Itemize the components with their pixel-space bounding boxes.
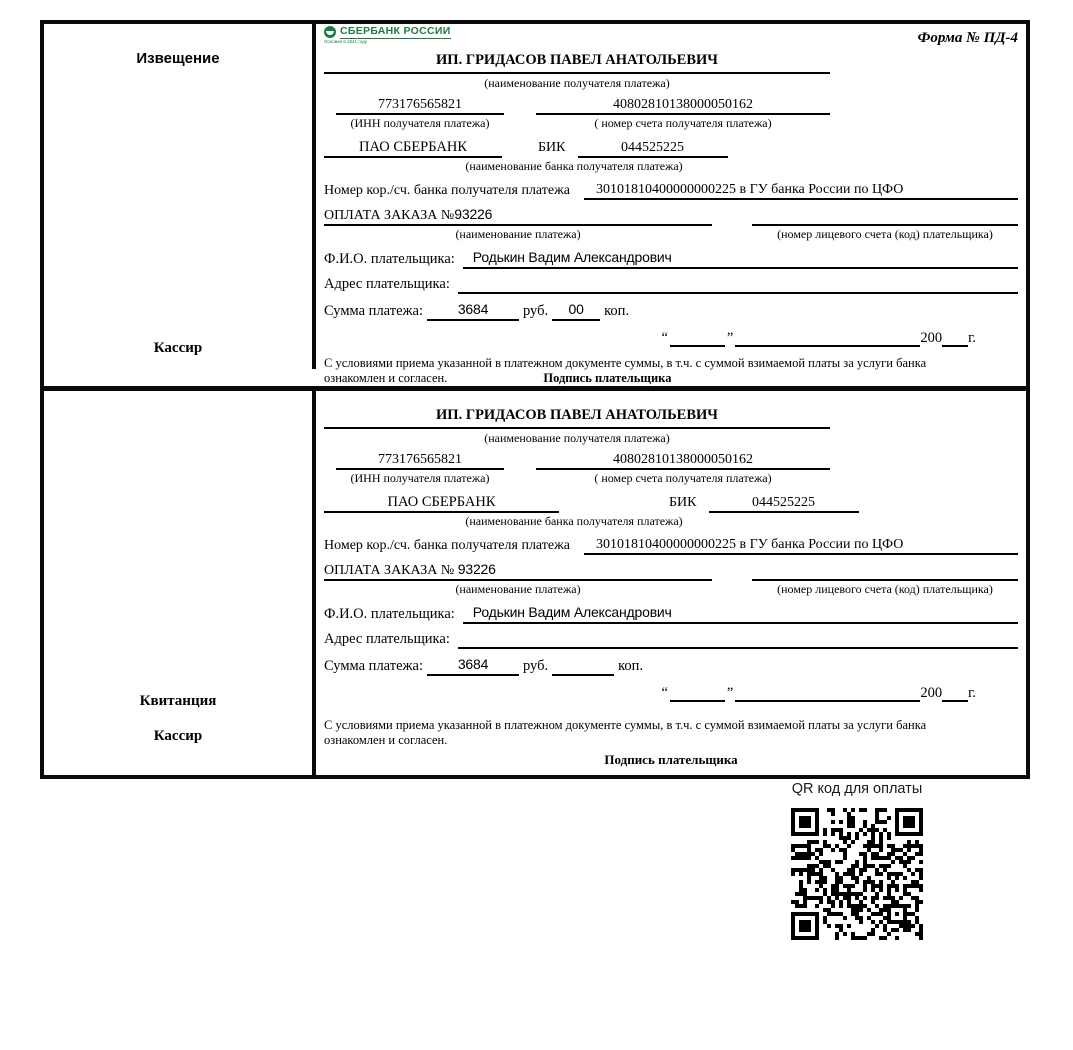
recipient-block [324,52,830,91]
payment-purpose-value [324,561,712,581]
recipient-name: ИП. ГРИДАСОВ ПАВЕЛ АНАТОЛЬЕВИЧ [324,407,830,429]
inn-account-labels [324,116,1018,131]
payer-name-value: Родькин Вадим Александрович [463,602,1018,624]
amount-kop-value [552,674,614,676]
inn-label: (ИНН получателя платежа) [350,116,490,130]
notice-title: Извещение [136,50,220,67]
payer-address-value [458,292,1018,294]
year-prefix: 200 [920,685,943,701]
rub-label: руб. [523,303,549,319]
payer-signature-label: Подпись плательщика [543,371,672,385]
bank-name-value: ПАО СБЕРБАНК [324,139,502,158]
account-label: ( номер счета получателя платежа) [594,116,772,130]
inn-value: 773176565821 [336,97,504,115]
date-day-field [670,700,725,702]
year-suffix: г. [968,330,976,346]
date-month-field [735,345,920,347]
payment-purpose-row [324,561,1018,581]
bank-name-value: ПАО СБЕРБАНК [324,494,559,513]
receipt-header-spacer [324,393,1018,407]
date-day-field [670,345,725,347]
payer-code-field [752,206,1018,226]
amount-kop-value: 00 [552,299,600,321]
payer-address-row [324,629,1018,649]
rub-label: руб. [523,658,549,674]
recipient-block [324,407,830,446]
notice-header-row [324,26,1018,52]
quote-open: “ [661,330,668,346]
payer-name-value: Родькин Вадим Александрович [463,247,1018,269]
account-value: 40802810138000050162 [536,452,830,470]
terms-line1: С условиями приема указанной в платежном документе суммы, в т.ч. с суммой взимаемой платы за услуги банка [324,718,927,732]
date-row [324,684,976,702]
payer-address-label: Адрес плательщика: [324,631,450,647]
purpose-labels-row [324,227,1018,242]
receipt-body [316,391,1026,775]
inn-account-row [324,97,1018,115]
quote-close: ” [726,330,734,346]
notice-side-column [44,24,316,369]
year-prefix: 200 [920,330,943,346]
year-field [942,345,968,347]
purpose-prefix: ОПЛАТА ЗАКАЗА № [324,563,458,578]
recipient-name-label: (наименование получателя платежа) [484,431,670,445]
corr-account-row [324,182,1018,200]
bank-name-label: (наименование банка получателя платежа) [465,159,683,173]
cashier-label: Кассир [153,728,203,744]
kop-label: коп. [618,658,644,674]
cashier-label: Кассир [153,340,203,356]
payer-name-row [324,602,1018,624]
sberbank-circle-icon [324,26,336,38]
purpose-number: 93226 [457,561,496,577]
receipt-title: Квитанция [139,693,217,709]
terms-block [324,718,1018,767]
purpose-label: (наименование платежа) [455,582,581,596]
payer-address-label: Адрес плательщика: [324,276,450,292]
amount-row [324,299,1018,321]
purpose-prefix: ОПЛАТА ЗАКАЗА № [324,208,455,223]
corr-account-value: 30101810400000000225 в ГУ банка России по ЦФО [584,537,1018,555]
inn-value: 773176565821 [336,452,504,470]
terms-line2-row [324,371,1018,386]
sberbank-logo-text: СБЕРБАНК РОССИИ [340,25,451,37]
payer-signature-label: Подпись плательщика [604,752,738,767]
terms-line1: С условиями приема указанной в платежном документе суммы, в т.ч. с суммой взимаемой платы за услуги банка [324,356,927,370]
year-field [942,700,968,702]
notice-section [44,24,1026,386]
quote-open: “ [661,685,668,701]
quote-close: ” [726,685,734,701]
qr-label: QR код для оплаты [791,781,923,797]
bank-row [324,494,1018,513]
recipient-name-label: (наименование получателя платежа) [484,76,670,90]
terms-block [324,356,1018,386]
inn-account-labels [324,471,1018,486]
amount-row [324,654,1018,676]
kop-label: коп. [604,303,630,319]
bik-label: БИК [538,140,566,155]
bik-value: 044525225 [578,140,728,158]
bik-value: 044525225 [709,495,859,513]
date-month-field [735,700,920,702]
receipt-section [44,386,1026,775]
bank-name-label: (наименование банка получателя платежа) [465,514,683,528]
terms-line2: ознакомлен и согласен. [324,371,448,385]
corr-account-label: Номер кор./сч. банка получателя платежа [324,538,570,553]
inn-label: (ИНН получателя платежа) [350,471,490,485]
purpose-labels-row [324,582,1018,597]
payer-address-row [324,274,1018,294]
corr-account-row [324,537,1018,555]
purpose-number: 93226 [454,206,493,222]
payment-purpose-row [324,206,1018,226]
amount-label: Сумма платежа: [324,658,423,674]
payer-name-row [324,247,1018,269]
sberbank-logo [324,26,451,44]
amount-rub-value: 3684 [427,299,519,321]
amount-rub-value: 3684 [427,654,519,676]
sberbank-tagline: Основан в 1841 году [324,38,368,44]
amount-label: Сумма платежа: [324,303,423,319]
sberbank-logo-top [324,26,451,39]
recipient-name: ИП. ГРИДАСОВ ПАВЕЛ АНАТОЛЬЕВИЧ [324,52,830,74]
payment-purpose-value [324,206,712,226]
receipt-side-column [44,391,316,775]
corr-account-value: 30101810400000000225 в ГУ банка России по ЦФО [584,182,1018,200]
payer-name-label: Ф.И.О. плательщика: [324,606,455,622]
payer-name-label: Ф.И.О. плательщика: [324,251,455,267]
year-suffix: г. [968,685,976,701]
payer-code-label: (номер лицевого счета (код) плательщика) [777,227,993,241]
purpose-label: (наименование платежа) [455,227,581,241]
qr-code-image [788,805,926,943]
account-label: ( номер счета получателя платежа) [594,471,772,485]
payer-address-value [458,647,1018,649]
inn-account-row [324,452,1018,470]
terms-line2: ознакомлен и согласен. [324,733,448,747]
bik-label: БИК [669,495,697,510]
corr-account-label: Номер кор./сч. банка получателя платежа [324,183,570,198]
date-row [324,329,976,347]
bank-row [324,139,1018,158]
form-number: Форма № ПД-4 [917,30,1018,46]
pd4-receipt [40,20,1030,779]
payer-code-field [752,561,1018,581]
account-value: 40802810138000050162 [536,97,830,115]
payer-code-label: (номер лицевого счета (код) плательщика) [777,582,993,596]
qr-section [778,781,936,943]
notice-body [316,24,1026,386]
